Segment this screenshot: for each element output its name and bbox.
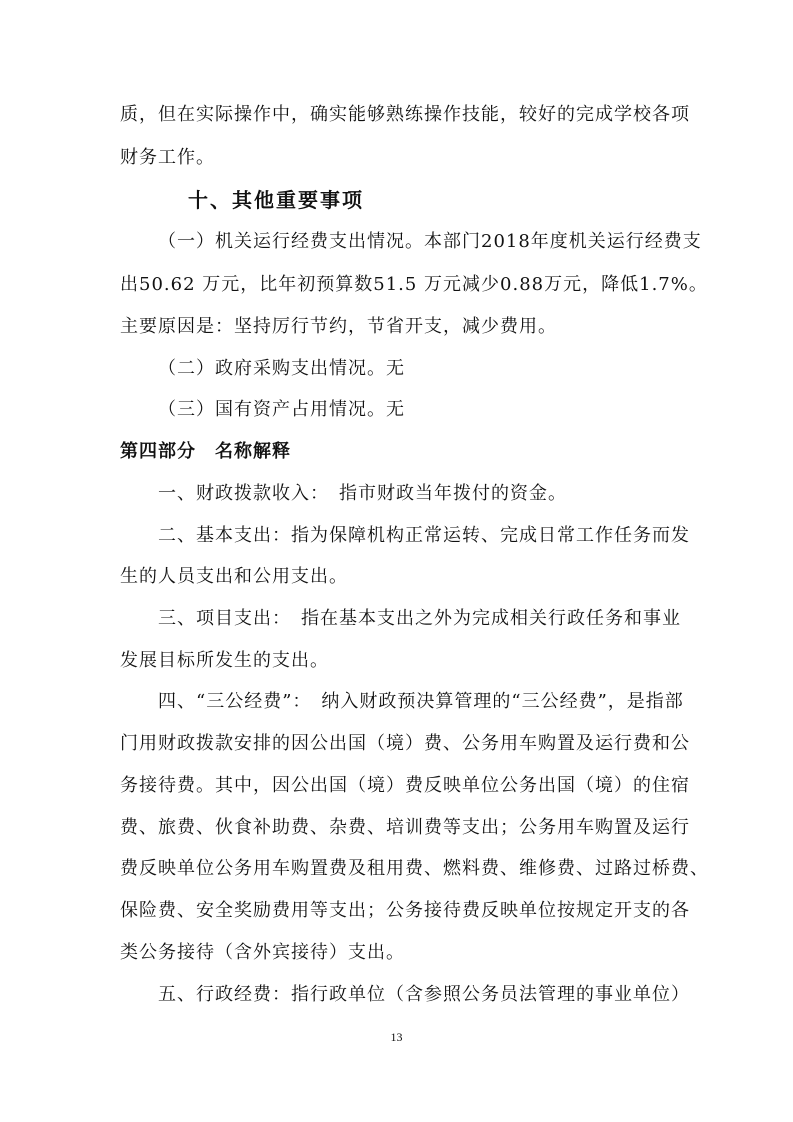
body-text-line: （一）机关运行经费支出情况。本部门2018年度机关运行经费支	[158, 231, 702, 252]
part-heading: 第四部分 名称解释	[120, 441, 291, 462]
body-text-line: （二）政府采购支出情况。无	[158, 358, 405, 379]
section-heading: 十、其他重要事项	[188, 188, 364, 212]
body-text-line: 类公务接待（含外宾接待）支出。	[120, 942, 405, 963]
body-text-line: 财务工作。	[120, 147, 215, 168]
body-text-line: 四、“三公经费”： 纳入财政预决算管理的“三公经费”，是指部	[158, 691, 684, 712]
body-text-line: 发展目标所发生的支出。	[120, 650, 329, 671]
body-text-line: 生的人员支出和公用支出。	[120, 566, 348, 587]
body-text-line: 二、基本支出：指为保障机构正常运转、完成日常工作任务而发	[158, 525, 690, 546]
body-text-line: 主要原因是：坚持厉行节约，节省开支，减少费用。	[120, 316, 557, 337]
body-text-line: 务接待费。其中，因公出国（境）费反映单位公务出国（境）的住宿	[120, 775, 690, 796]
body-text-line: 质，但在实际操作中，确实能够熟练操作技能，较好的完成学校各项	[120, 104, 690, 125]
body-text-line: 门用财政拨款安排的因公出国（境）费、公务用车购置及运行费和公	[120, 733, 690, 754]
body-text-line: 费、旅费、伙食补助费、杂费、培训费等支出；公务用车购置及运行	[120, 817, 690, 838]
body-text-line: 一、财政拨款收入： 指市财政当年拨付的资金。	[158, 483, 567, 504]
body-text-line: 费反映单位公务用车购置费及租用费、燃料费、维修费、过路过桥费、	[120, 858, 709, 879]
body-text-line: 出50.62 万元，比年初预算数51.5 万元减少0.88万元，降低1.7%。	[120, 274, 708, 295]
body-text-line: 三、项目支出： 指在基本支出之外为完成相关行政任务和事业	[158, 608, 681, 629]
body-text-line: 五、行政经费：指行政单位（含参照公务员法管理的事业单位）	[158, 984, 690, 1005]
body-text-line: 保险费、安全奖励费用等支出；公务接待费反映单位按规定开支的各	[120, 900, 690, 921]
body-text-line: （三）国有资产占用情况。无	[158, 399, 405, 420]
page-number: 13	[390, 1030, 403, 1044]
